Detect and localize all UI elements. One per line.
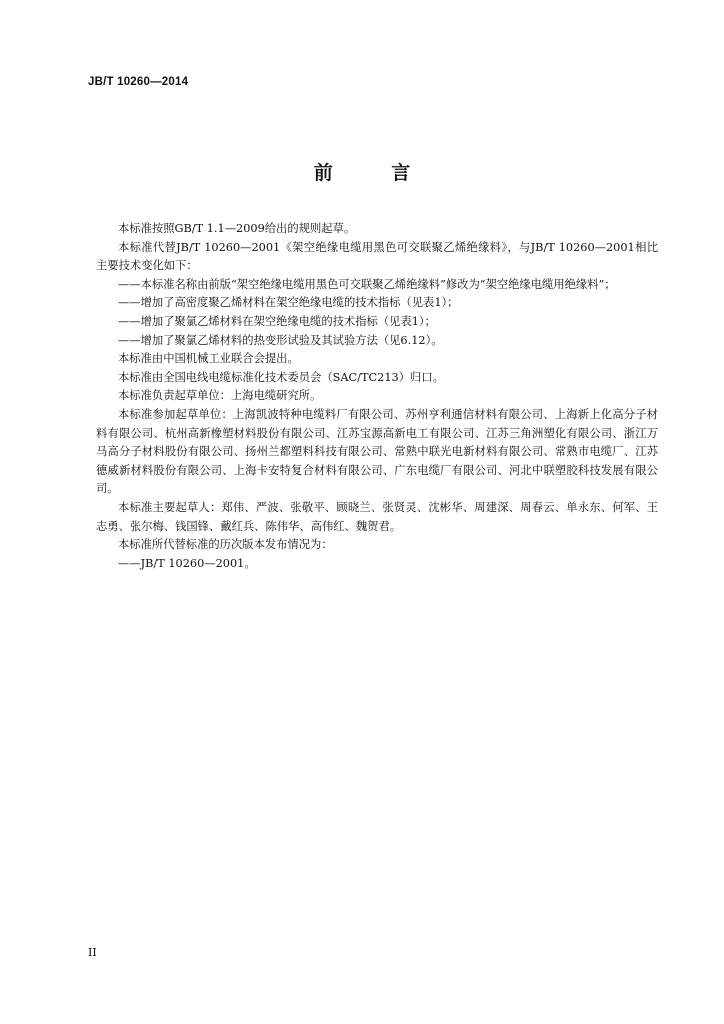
paragraph-main-drafters: 本标准主要起草人：郑伟、严波、张敬平、顾晓兰、张贤灵、沈彬华、周建深、周春云、单永东、何军、王志勇、张尔梅、钱国锋、戴红兵、陈伟华、高伟红、魏贺君。 (96, 500, 658, 533)
change-item-hdpe: ——增加了高密度聚乙烯材料在架空绝缘电缆的技术指标（见表1）； (118, 296, 459, 310)
paragraph-proposed-by: 本标准由中国机械工业联合会提出。 (118, 352, 299, 366)
paragraph-lead-drafter: 本标准负责起草单位：上海电缆研究所。 (118, 389, 322, 403)
paragraph-administered-by: 本标准由全国电线电缆标准化技术委员会（SAC/TC213）归口。 (118, 370, 444, 384)
paragraph-participating-units: 本标准参加起草单位：上海凯波特种电缆料厂有限公司、苏州亨利通信材料有限公司、上海新上化高分子材料有限公司、杭州高新橡塑材料股份有限公司、江苏宝源高新电工有限公司、江苏三角洲塑化有限公司、浙江万马高分子材料股份有限公司、扬州兰都塑料科技有限公司、常熟中联光电新材料有限公司、常熟市电缆厂、江苏德威新材料股份有限公司、上海卡安特复合材料有限公司、广东电缆厂有限公司、河北中联塑胶科技发展有限公司。 (96, 407, 658, 496)
change-item-pvc: ——增加了聚氯乙烯材料在架空绝缘电缆的技术指标（见表1）； (118, 314, 436, 328)
paragraph-previous-editions: 本标准所代替标准的历次版本发布情况为： (118, 538, 333, 552)
page-number: II (88, 946, 97, 959)
page-title: 前 言 (313, 162, 437, 184)
previous-edition-item: ——JB/T 10260—2001。 (118, 556, 256, 570)
foreword-body (96, 220, 658, 573)
change-item-name: ——本标准名称由前版“架空绝缘电缆用黑色可交联聚乙烯绝缘料”修改为“架空绝缘电缆用绝缘料”； (118, 277, 616, 291)
paragraph-drafting-rules: 本标准按照GB/T 1.1—2009给出的规则起草。 (118, 222, 356, 235)
paragraph-replacement: 本标准代替JB/T 10260—2001《架空绝缘电缆用黑色可交联聚乙烯绝缘料》，与JB/T 10260—2001相比主要技术变化如下： (96, 240, 658, 273)
standard-number: JB/T 10260—2014 (88, 76, 189, 88)
change-item-heat-deformation: ——增加了聚氯乙烯材料的热变形试验及其试验方法（见6.12）。 (118, 333, 443, 347)
